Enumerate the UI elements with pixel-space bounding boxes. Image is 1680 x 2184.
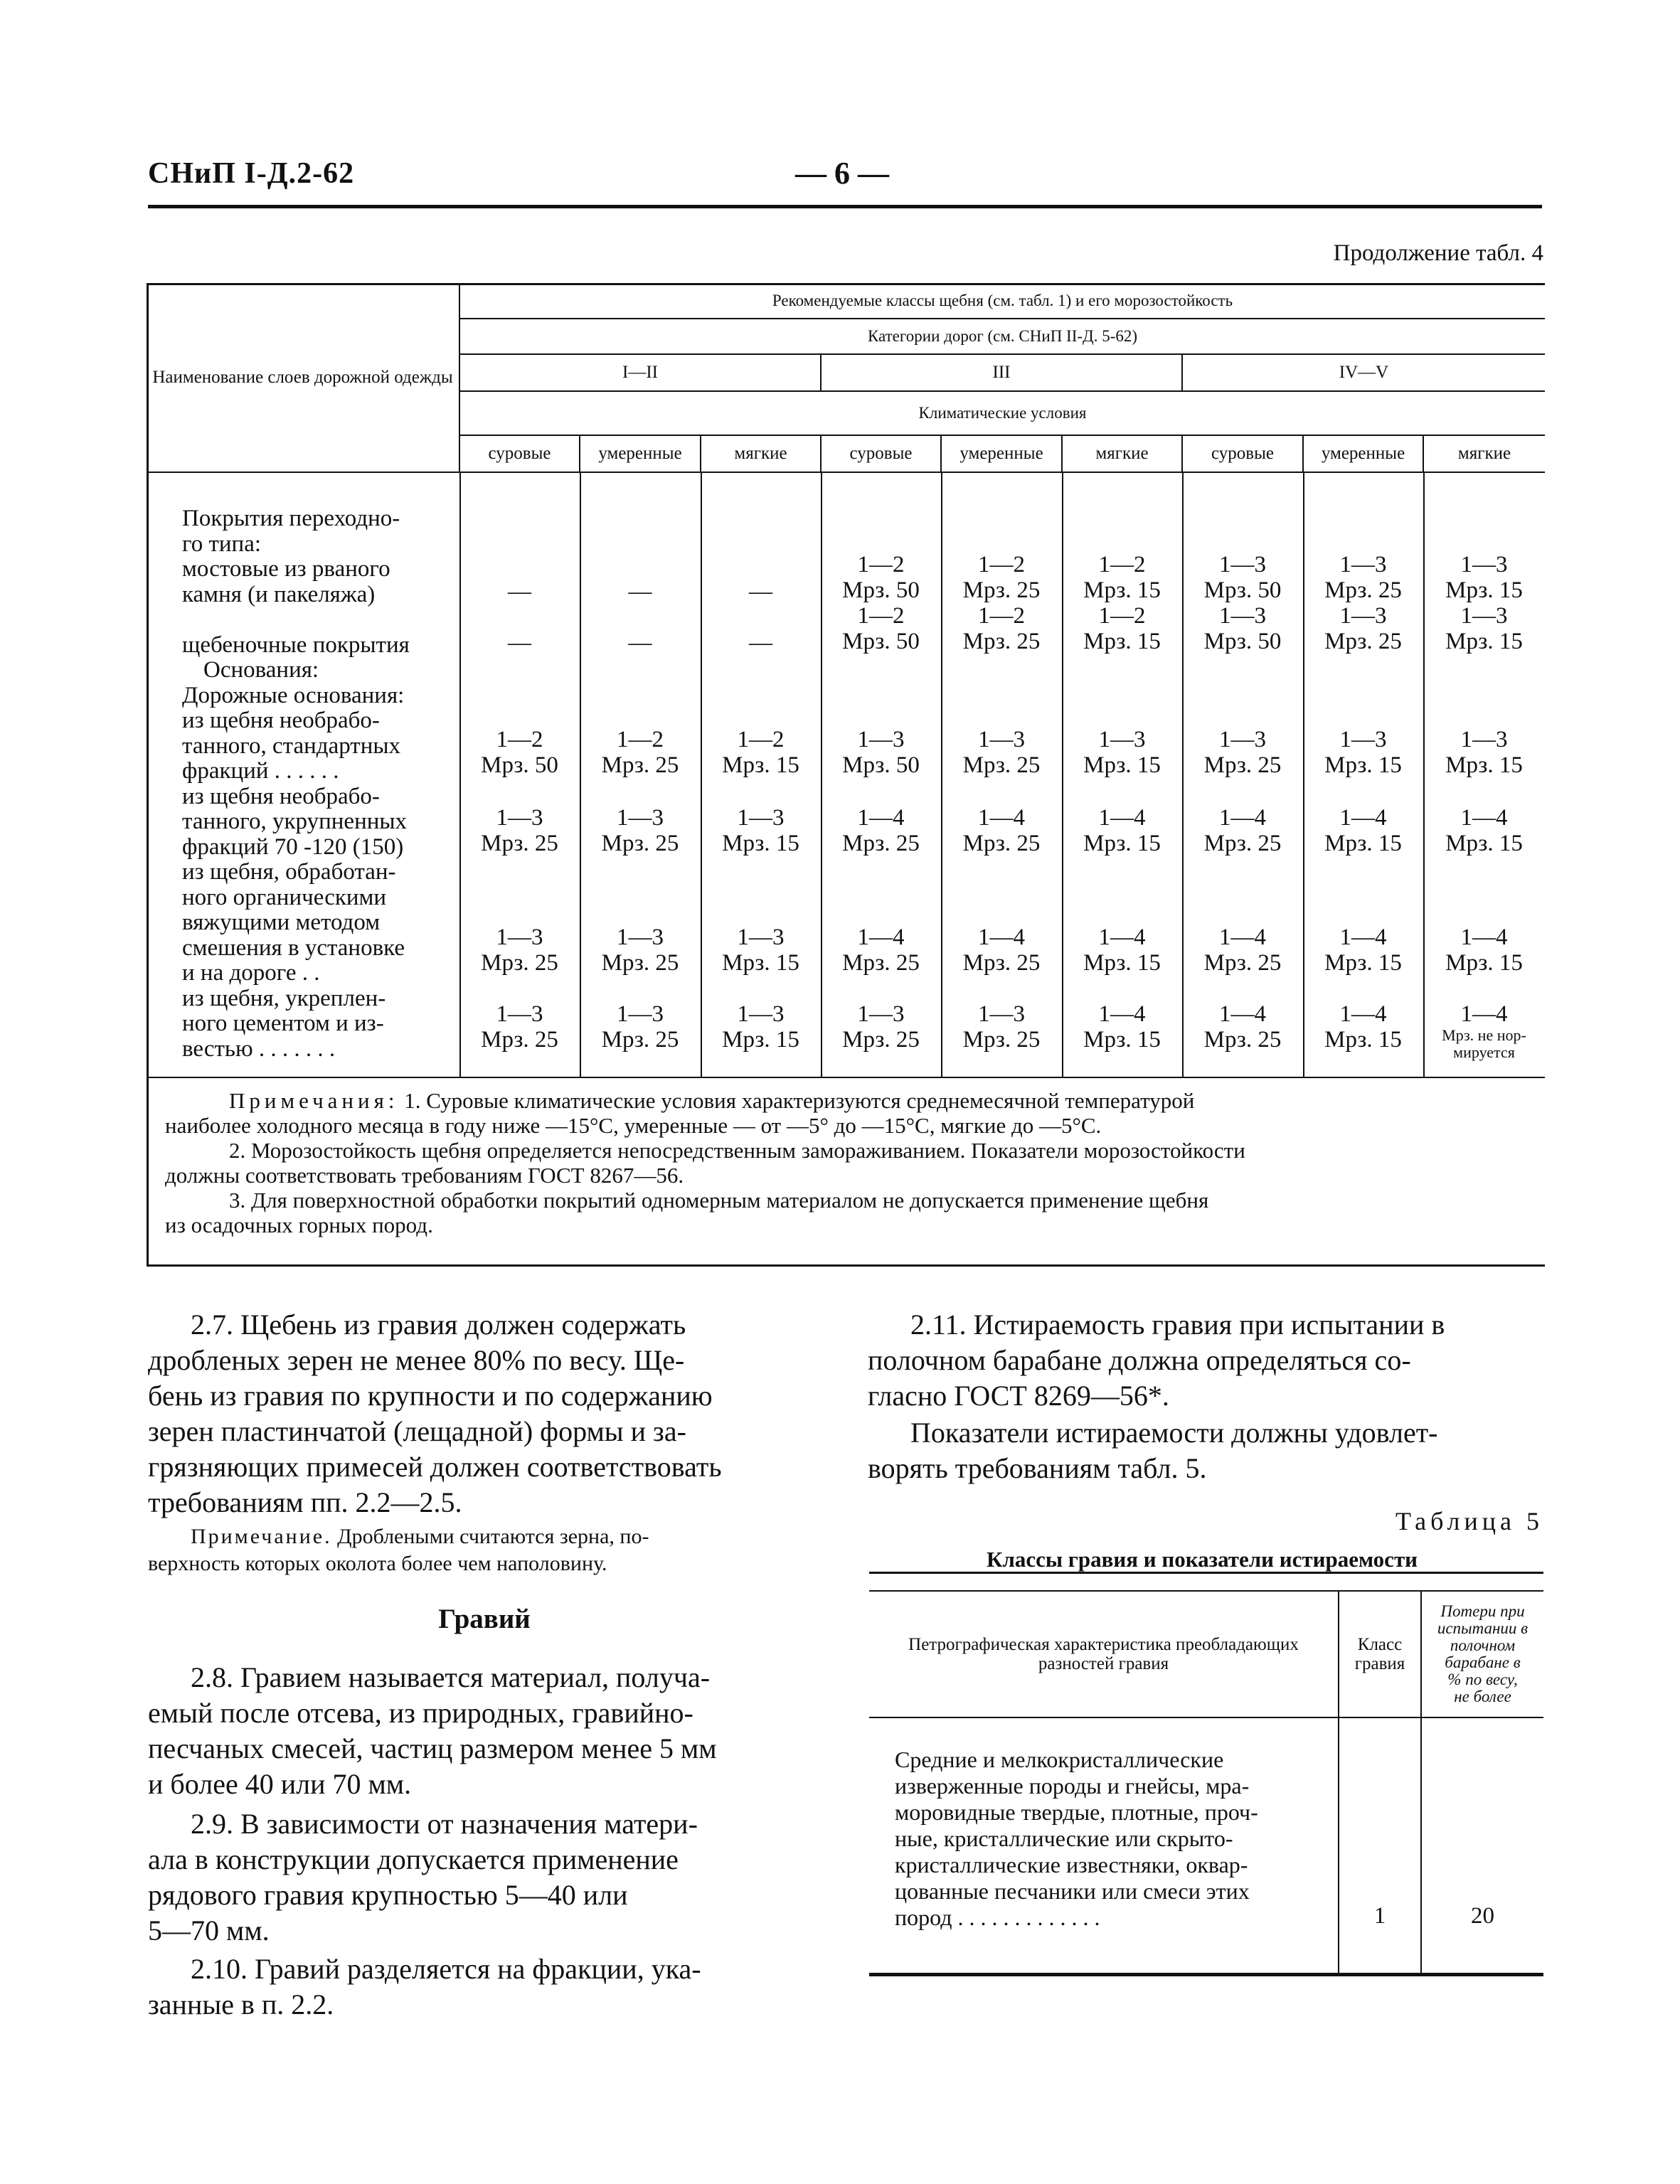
value-cell <box>1423 552 1545 603</box>
note-line: 2. Морозостойкость щебня определяется непосредственным замораживанием. Показатели морозостойкости <box>229 1138 1245 1163</box>
value-frost: Мрз. 15 <box>1083 831 1161 856</box>
value-class: 1—3 <box>617 805 664 831</box>
category-1: I—II <box>459 354 821 391</box>
value-frost: Мрз. 15 <box>1083 752 1161 778</box>
value-class: 1—3 <box>1219 603 1266 629</box>
value-class: 1—4 <box>1339 1001 1387 1027</box>
value-cell <box>1423 805 1545 856</box>
value-class: 1—4 <box>1339 925 1387 950</box>
value-frost: Мрз. 15 <box>1083 950 1161 976</box>
value-cell <box>580 727 701 778</box>
text-line: 2.8. Гравием называется материал, получа- <box>191 1661 711 1693</box>
value-class: 1—3 <box>1460 603 1508 629</box>
table4-bottom-rule <box>147 1264 1545 1267</box>
paragraph-2-8 <box>148 1660 821 1802</box>
value-frost: Мрз. 15 <box>1445 950 1523 976</box>
value-cell <box>1423 727 1545 778</box>
value-class: 1—3 <box>1460 727 1508 752</box>
value-frost: Мрз. 25 <box>481 1027 558 1053</box>
value-class: 1—2 <box>857 603 905 629</box>
value-class: 1—3 <box>978 727 1025 752</box>
value-cell <box>1062 1001 1182 1053</box>
value-class: 1—3 <box>1460 552 1508 577</box>
value-class: 1—3 <box>496 805 543 831</box>
value-cell <box>941 552 1062 603</box>
value-frost: Мрз. 15 <box>722 831 799 856</box>
text-line: полочном барабане должна определяться со- <box>868 1344 1411 1376</box>
value-frost: Мрз. 25 <box>842 831 920 856</box>
value-frost: Мрз. 15 <box>722 752 799 778</box>
value-frost: Мрз. 25 <box>842 1027 920 1053</box>
layer-line: из щебня, укреплен- <box>182 986 386 1011</box>
value-frost: Мрз. 25 <box>601 831 679 856</box>
note-line: 3. Для поверхностной обработки покрытий одномерным материалом не допускается применение щебня <box>229 1188 1209 1213</box>
value-cell <box>941 1001 1062 1053</box>
text-line: 5—70 мм. <box>148 1914 270 1946</box>
value-cell <box>821 727 941 778</box>
text-line: Показатели истираемости должны удовлет- <box>910 1417 1438 1449</box>
table5-header-petro: Петрографическая характеристика преобладающих разностей гравия <box>869 1591 1339 1717</box>
page-number: — 6 — <box>795 156 889 191</box>
value-class: 1—2 <box>978 603 1025 629</box>
value-frost: Мрз. 25 <box>481 950 558 976</box>
value-class: 1—3 <box>1219 727 1266 752</box>
value-cell <box>1303 805 1423 856</box>
value-cell <box>1303 727 1423 778</box>
climate-col: мягкие <box>701 435 821 472</box>
value-class: 1—4 <box>1098 1001 1146 1027</box>
value-cell <box>701 727 821 778</box>
note-line: должны соответствовать требованиям ГОСТ 8267—56. <box>165 1163 684 1188</box>
value-frost: Мрз. 25 <box>601 752 679 778</box>
value-frost: Мрз. 25 <box>962 752 1041 778</box>
desc-line: пород . . . . . . . . . . . . . <box>895 1905 1100 1930</box>
value-cell <box>821 805 941 856</box>
value-cell <box>1062 727 1182 778</box>
text-line: емый после отсева, из природных, гравийно- <box>148 1697 693 1729</box>
climate-col: суровые <box>1182 435 1303 472</box>
value-cell <box>701 579 821 604</box>
value-frost: Мрз. 15 <box>1445 577 1523 603</box>
note-line: наиболее холодного месяца в году ниже —15°С, умеренные — от —5° до —15°С, мягкие до —5°С. <box>165 1113 1102 1138</box>
value-class: 1—2 <box>978 552 1025 577</box>
table5-row-loss: 20 <box>1421 1717 1543 1973</box>
value-class: 1—3 <box>737 805 785 831</box>
layer-line <box>182 607 467 633</box>
value-frost: Мрз. 15 <box>1083 1027 1161 1053</box>
header-line: испытании в <box>1437 1619 1529 1637</box>
value-cell <box>1182 805 1303 856</box>
value-frost: Мрз. 25 <box>962 629 1041 654</box>
value-class: 1—2 <box>1098 603 1146 629</box>
value-class: 1—3 <box>1339 727 1387 752</box>
value-cell <box>821 1001 941 1053</box>
value-frost: Мрз. 50 <box>481 752 558 778</box>
paragraph-2-10 <box>148 1951 821 2023</box>
layer-line: и на дороге . . <box>182 961 320 986</box>
value-cell <box>580 1001 701 1053</box>
layer-line: щебеночные покрытия <box>182 632 410 658</box>
value-frost: Мрз. 15 <box>1324 831 1402 856</box>
desc-line: изверженные породы и гнейсы, мра- <box>895 1773 1250 1799</box>
note-2-7 <box>148 1523 821 1577</box>
value-class: 1—4 <box>978 925 1025 950</box>
value-frost: Мрз. 25 <box>481 831 558 856</box>
layer-line: ного цементом и из- <box>182 1011 384 1036</box>
value-frost: Мрз. 50 <box>842 577 920 603</box>
header-group: Рекомендуемые классы щебня (см. табл. 1) и его морозостойкость <box>459 283 1545 319</box>
climate-col: умеренные <box>1303 435 1423 472</box>
desc-line: цованные песчаники или смеси этих <box>895 1878 1250 1904</box>
layer-names <box>182 506 467 1062</box>
value-cell <box>941 603 1062 654</box>
text-line: занные в п. 2.2. <box>148 1988 334 2020</box>
value-cell <box>701 925 821 976</box>
value-class: — <box>628 579 652 604</box>
category-3: IV—V <box>1182 354 1545 391</box>
value-frost: Мрз. 15 <box>1445 752 1523 778</box>
value-class: 1—4 <box>978 805 1025 831</box>
text-line: ала в конструкции допускается применение <box>148 1843 679 1875</box>
text-line: требованиям пп. 2.2—2.5. <box>148 1486 462 1518</box>
paragraph-2-7 <box>148 1307 821 1520</box>
text-line: бень из гравия по крупности и по содержанию <box>148 1380 713 1412</box>
paragraph-2-9 <box>148 1806 821 1949</box>
note-line: 1. Суровые климатические условия характеризуются среднемесячной температурой <box>404 1088 1195 1113</box>
value-frost: Мрз. 25 <box>962 831 1041 856</box>
value-class: 1—2 <box>1098 552 1146 577</box>
value-cell <box>580 630 701 656</box>
value-cell <box>1303 1001 1423 1053</box>
value-frost: Мрз. 15 <box>1083 629 1161 654</box>
value-class: 1—3 <box>737 925 785 950</box>
text-line: 2.9. В зависимости от назначения матери- <box>191 1808 698 1840</box>
climate-col: умеренные <box>941 435 1062 472</box>
notes-title: Примечания: <box>229 1088 399 1113</box>
climate-header: Климатические условия <box>459 391 1545 435</box>
layer-line: мостовые из рваного <box>182 557 390 582</box>
value-cell <box>941 925 1062 976</box>
value-class: 1—3 <box>857 727 905 752</box>
desc-line: ные, кристаллические или скрыто- <box>895 1826 1233 1851</box>
value-cell <box>1062 552 1182 603</box>
value-frost: Мрз. 15 <box>1324 950 1402 976</box>
value-cell <box>1423 1001 1545 1061</box>
value-frost: Мрз. 25 <box>1324 629 1402 654</box>
value-class: 1—4 <box>857 805 905 831</box>
table-continuation-label: Продолжение табл. 4 <box>1333 240 1543 266</box>
value-class: — <box>749 579 772 604</box>
value-class: 1—2 <box>737 727 785 752</box>
paragraph-abrasion-requirements <box>868 1415 1543 1486</box>
value-class: 1—2 <box>496 727 543 752</box>
value-class: 1—3 <box>1219 552 1266 577</box>
header-categories: Категории дорог (см. СНиП II-Д. 5-62) <box>459 319 1545 354</box>
value-class: 1—3 <box>617 1001 664 1027</box>
layer-line: танного, стандартных <box>182 733 401 759</box>
value-class: 1—2 <box>857 552 905 577</box>
value-class: 1—3 <box>1339 552 1387 577</box>
value-class: — <box>749 630 772 656</box>
header-line: не более <box>1454 1688 1511 1705</box>
text-line: рядового гравия крупностью 5—40 или <box>148 1879 628 1911</box>
value-cell <box>1062 805 1182 856</box>
value-frost: Мрз. 25 <box>1203 831 1282 856</box>
value-class: 1—4 <box>1219 1001 1266 1027</box>
value-cell <box>1423 603 1545 654</box>
value-class: 1—4 <box>1339 805 1387 831</box>
layer-line: из щебня необрабо- <box>182 784 380 809</box>
table4-notes-separator <box>147 1077 1545 1078</box>
climate-col: суровые <box>459 435 580 472</box>
value-cell <box>1182 552 1303 603</box>
value-frost: Мрз. 15 <box>1324 752 1402 778</box>
layer-line: смешения в установке <box>182 935 405 961</box>
value-frost: Мрз. не нор- <box>1442 1026 1526 1044</box>
table4-header <box>147 283 1545 473</box>
category-2: III <box>821 354 1182 391</box>
layer-line: го типа: <box>182 531 262 557</box>
value-frost: Мрз. 25 <box>962 950 1041 976</box>
table5-header-loss <box>1421 1591 1543 1717</box>
climate-col: умеренные <box>580 435 701 472</box>
value-class: 1—4 <box>1460 1001 1508 1027</box>
header-line: полочном <box>1450 1636 1516 1654</box>
value-frost: Мрз. 50 <box>842 629 920 654</box>
layer-line: ного органическими <box>182 885 387 910</box>
value-class: 1—4 <box>1460 805 1508 831</box>
value-cell <box>1062 603 1182 654</box>
climate-col: мягкие <box>1062 435 1182 472</box>
value-cell <box>1182 1001 1303 1053</box>
value-class: 1—2 <box>617 727 664 752</box>
table4-notes <box>165 1088 1531 1237</box>
desc-line: кристаллические известняки, оквар- <box>895 1852 1248 1877</box>
value-frost: Мрз. 25 <box>601 1027 679 1053</box>
text-line: гласно ГОСТ 8269—56*. <box>868 1380 1169 1412</box>
value-cell <box>580 805 701 856</box>
value-frost: Мрз. 15 <box>722 950 799 976</box>
value-cell <box>459 805 580 856</box>
value-class: 1—4 <box>1219 925 1266 950</box>
value-frost: Мрз. 25 <box>1203 1027 1282 1053</box>
value-cell <box>701 805 821 856</box>
desc-line: моровидные твердые, плотные, проч- <box>895 1799 1258 1825</box>
value-cell <box>701 630 821 656</box>
value-frost: Мрз. 15 <box>1324 1027 1402 1053</box>
value-cell <box>1182 925 1303 976</box>
value-cell <box>1303 603 1423 654</box>
value-frost: Мрз. 25 <box>842 950 920 976</box>
value-class: 1—3 <box>1339 603 1387 629</box>
section-title-gravel: Гравий <box>438 1604 531 1634</box>
value-class: — <box>628 630 652 656</box>
table5-row-class: 1 <box>1339 1717 1421 1973</box>
layer-line: фракций . . . . . . <box>182 759 339 784</box>
value-cell <box>580 925 701 976</box>
layer-line: камня (и пакеляжа) <box>182 582 376 607</box>
value-class: 1—3 <box>737 1001 785 1027</box>
value-class: 1—3 <box>496 1001 543 1027</box>
value-class: 1—3 <box>496 925 543 950</box>
header-rule <box>148 205 1542 208</box>
value-class: — <box>508 630 531 656</box>
document-code: СНиП I-Д.2-62 <box>148 157 355 190</box>
layer-line: из щебня, обработан- <box>182 860 396 885</box>
value-frost: Мрз. 25 <box>601 950 679 976</box>
layer-line: Дорожные основания: <box>182 683 405 708</box>
table5-bottom-rule <box>869 1974 1543 1976</box>
value-cell <box>459 1001 580 1053</box>
note-line: из осадочных горных пород. <box>165 1213 433 1237</box>
value-class: 1—3 <box>1098 727 1146 752</box>
header-line: % по весу, <box>1447 1671 1518 1688</box>
value-cell <box>459 727 580 778</box>
value-frost: Мрз. 25 <box>1203 950 1282 976</box>
header-line: барабане в <box>1445 1653 1521 1671</box>
layer-line: из щебня необрабо- <box>182 708 380 733</box>
value-class: 1—3 <box>857 1001 905 1027</box>
table5-header-class: Класс гравия <box>1339 1591 1421 1717</box>
note-line: Дроблеными считаются зерна, по- <box>331 1525 649 1548</box>
table5-row-description <box>869 1717 1339 1973</box>
value-frost: Мрз. 15 <box>722 1027 799 1053</box>
value-cell <box>1182 603 1303 654</box>
value-frost: Мрз. 25 <box>1324 577 1402 603</box>
text-line: дробленых зерен не менее 80% по весу. Ще- <box>148 1344 685 1376</box>
table5 <box>869 1590 1543 1974</box>
value-frost-continued: мируется <box>1453 1043 1515 1061</box>
value-class: 1—4 <box>857 925 905 950</box>
layer-line: танного, укрупненных <box>182 809 408 834</box>
layer-line: фракций 70 -120 (150) <box>182 834 404 860</box>
text-line: 2.7. Щебень из гравия должен содержать <box>191 1309 686 1341</box>
header-line: Потери при <box>1440 1602 1525 1620</box>
value-class: 1—3 <box>978 1001 1025 1027</box>
climate-col: суровые <box>821 435 941 472</box>
note-title: Примечание. <box>191 1525 332 1548</box>
value-cell <box>580 579 701 604</box>
value-cell <box>1182 727 1303 778</box>
value-cell <box>821 925 941 976</box>
value-class: 1—4 <box>1219 805 1266 831</box>
text-line: зерен пластинчатой (лещадной) формы и за- <box>148 1415 686 1447</box>
value-frost: Мрз. 25 <box>962 1027 1041 1053</box>
value-class: 1—3 <box>617 925 664 950</box>
value-cell <box>1303 925 1423 976</box>
climate-col: мягкие <box>1423 435 1545 472</box>
text-line: ворять требованиям табл. 5. <box>868 1452 1207 1484</box>
value-cell <box>1303 552 1423 603</box>
value-cell <box>1423 925 1545 976</box>
value-cell <box>821 552 941 603</box>
value-cell <box>459 579 580 604</box>
layer-line: вестью . . . . . . . <box>182 1036 336 1062</box>
table5-number: Таблица 5 <box>1395 1507 1543 1535</box>
value-frost: Мрз. 15 <box>1445 831 1523 856</box>
desc-line: Средние и мелкокристаллические <box>895 1747 1224 1772</box>
value-frost: Мрз. 15 <box>1083 577 1161 603</box>
value-class: 1—4 <box>1098 925 1146 950</box>
text-line: и более 40 или 70 мм. <box>148 1768 412 1800</box>
value-cell <box>459 630 580 656</box>
value-frost: Мрз. 25 <box>962 577 1041 603</box>
value-cell <box>1062 925 1182 976</box>
text-line: 2.10. Гравий разделяется на фракции, ука- <box>191 1953 701 1985</box>
paragraph-2-11 <box>868 1307 1543 1414</box>
layer-line: вяжущими методом <box>182 910 381 935</box>
value-cell <box>459 925 580 976</box>
value-class: 1—4 <box>1460 925 1508 950</box>
layer-line: Покрытия переходно- <box>182 506 400 531</box>
value-frost: Мрз. 25 <box>1203 752 1282 778</box>
value-cell <box>941 805 1062 856</box>
table5-title: Классы гравия и показатели истираемости <box>986 1547 1418 1572</box>
value-frost: Мрз. 50 <box>1203 577 1282 603</box>
value-class: 1—4 <box>1098 805 1146 831</box>
layer-line: Основания: <box>203 658 319 683</box>
value-frost: Мрз. 50 <box>842 752 920 778</box>
note-line: верхность которых околота более чем наполовину. <box>148 1552 607 1575</box>
text-line: песчаных смесей, частиц размером менее 5 мм <box>148 1732 717 1764</box>
value-class: — <box>508 579 531 604</box>
value-frost: Мрз. 15 <box>1445 629 1523 654</box>
value-cell <box>821 603 941 654</box>
value-cell <box>941 727 1062 778</box>
header-layers: Наименование слоев дорожной одежды <box>147 283 459 472</box>
text-line: грязняющих примесей должен соответствовать <box>148 1451 722 1483</box>
value-cell <box>701 1001 821 1053</box>
value-frost: Мрз. 50 <box>1203 629 1282 654</box>
text-line: 2.11. Истираемость гравия при испытании в <box>910 1309 1445 1341</box>
